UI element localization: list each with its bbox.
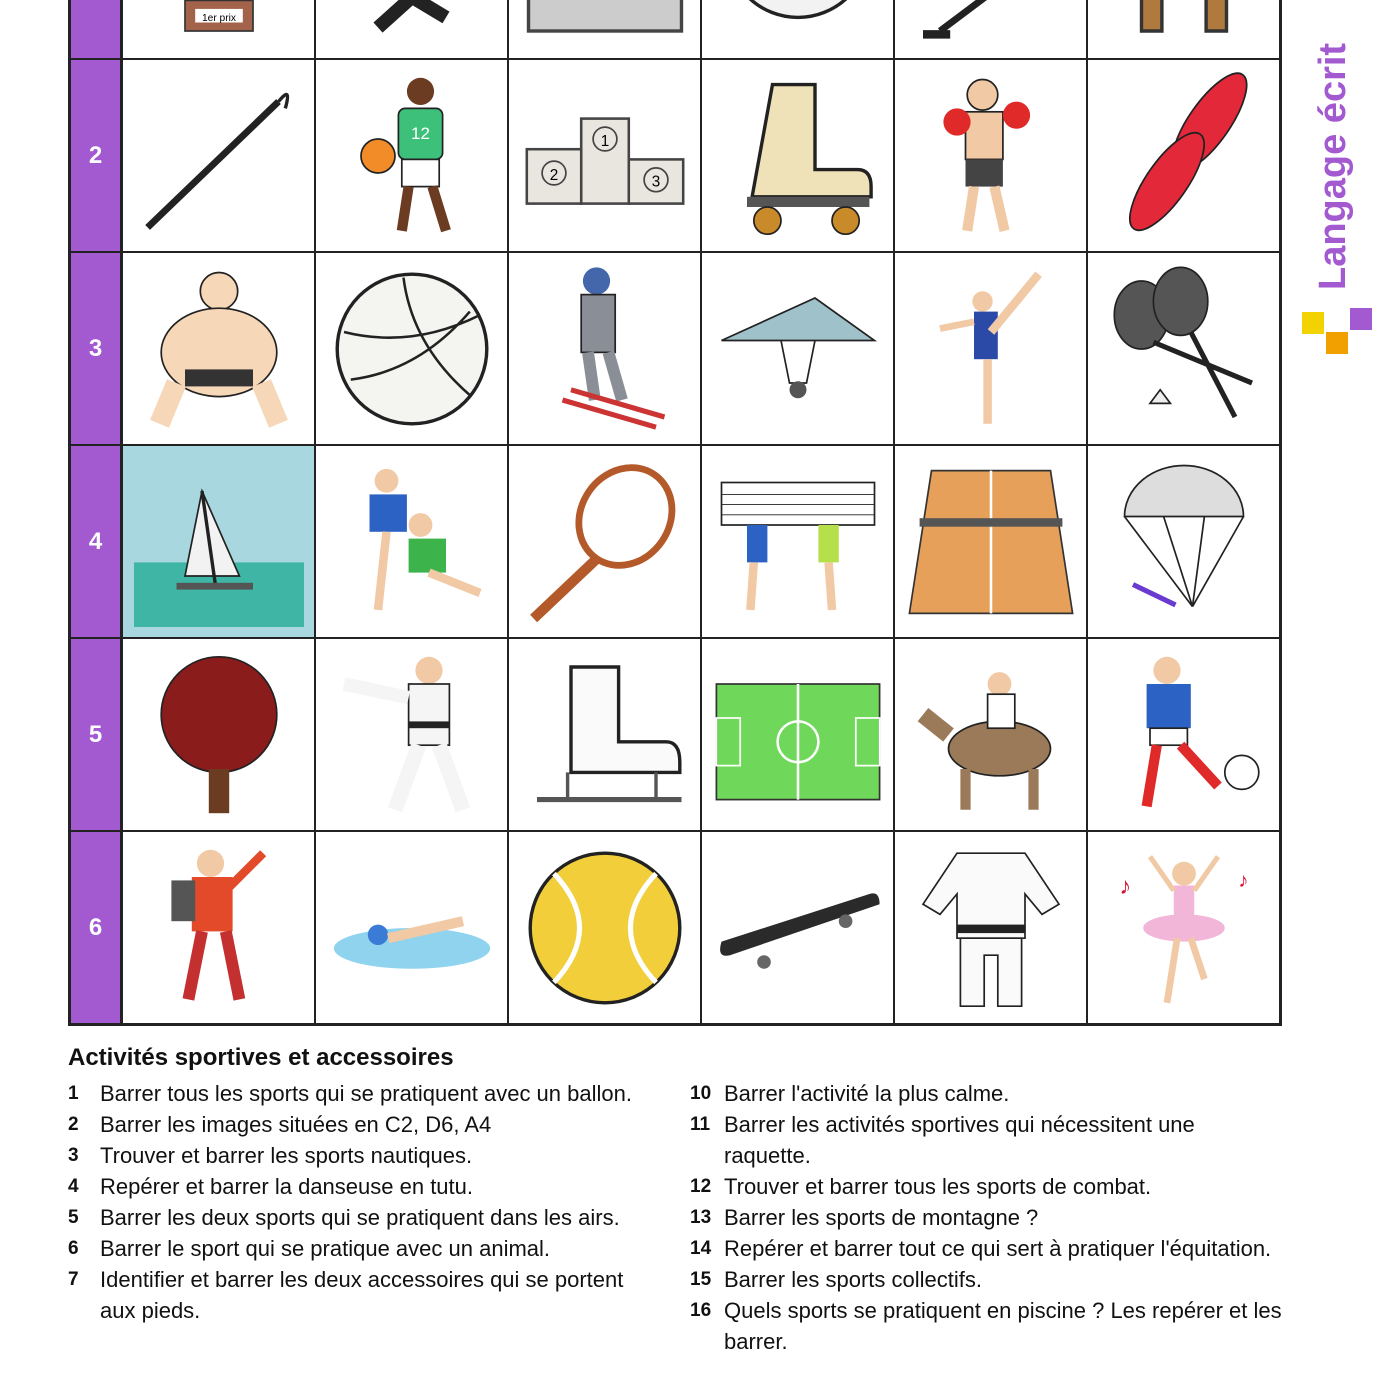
ping-pong-icon [134, 650, 304, 820]
instruction-item: 12 Trouver et barrer tous les sports de combat. [690, 1174, 1152, 1199]
trophy-label: 1er prix [201, 12, 236, 24]
ballerina-icon [1099, 843, 1269, 1013]
grid-cell[interactable] [123, 60, 316, 253]
instruction-item: 10 Barrer l'activité la plus calme. [690, 1081, 1010, 1106]
podium-icon [520, 0, 690, 48]
svg-text:♪: ♪ [1118, 872, 1131, 900]
trophy-icon [134, 0, 304, 48]
climber-icon [134, 843, 304, 1013]
grid-cell[interactable] [509, 832, 702, 1025]
row-label [71, 0, 123, 60]
rugby-icon [327, 457, 497, 627]
grid-cell[interactable] [895, 639, 1088, 832]
horse-rider-icon [906, 650, 1076, 820]
grid-cell[interactable] [316, 832, 509, 1025]
side-label: Langage écrit [1312, 42, 1354, 290]
instruction-item: 16 Quels sports se pratiquent en piscine ? Les repérer et les barrer. [690, 1298, 1282, 1354]
grid-cell[interactable] [702, 60, 895, 253]
grid-cell[interactable] [895, 0, 1088, 60]
jersey-number: 12 [410, 123, 430, 143]
instruction-item: 2 Barrer les images situées en C2, D6, A4 [68, 1112, 492, 1137]
grid-cell[interactable] [316, 253, 509, 446]
podium-second: 2 [549, 166, 558, 184]
picture-grid [68, 0, 1282, 1026]
saddle-icon [1099, 0, 1269, 48]
instruction-item: 5 Barrer les deux sports qui se pratiquent dans les airs. [68, 1205, 620, 1230]
grid-cell[interactable] [895, 832, 1088, 1025]
podium-first: 1 [600, 132, 609, 150]
instructions-right [690, 1078, 1284, 1357]
grid-cell[interactable] [316, 60, 509, 253]
tennis-court-icon [906, 457, 1076, 627]
badminton-icon [1099, 264, 1269, 434]
deco-square [1350, 308, 1372, 330]
soccer-ball-icon [713, 0, 883, 48]
hang-glider-icon [713, 264, 883, 434]
instruction-item: 3 Trouver et barrer les sports nautiques. [68, 1143, 473, 1168]
hockey-icon [906, 0, 1076, 48]
row-label: 5 [71, 639, 123, 832]
grid-cell[interactable] [123, 0, 316, 60]
grid-cell[interactable] [1088, 253, 1281, 446]
footballer-icon [1099, 650, 1269, 820]
instruction-item: 7 Identifier et barrer les deux accessoires qui se portent aux pieds. [68, 1267, 624, 1323]
grid-cell[interactable] [509, 60, 702, 253]
deco-square [1326, 332, 1348, 354]
volleyball-net-icon [713, 457, 883, 627]
grid-cell[interactable] [316, 446, 509, 639]
deco-square [1302, 312, 1324, 334]
podium-icon [520, 71, 690, 241]
section-title: Activités sportives et accessoires [68, 1044, 454, 1071]
parachute-icon [1099, 457, 1269, 627]
grid-cell[interactable] [316, 0, 509, 60]
tennis-ball-icon [520, 843, 690, 1013]
ice-skate-icon [520, 650, 690, 820]
grid-cell[interactable] [1088, 832, 1281, 1025]
grid-cell[interactable] [702, 446, 895, 639]
grid-cell[interactable] [702, 253, 895, 446]
grid-cell[interactable] [123, 253, 316, 446]
grid-cell[interactable] [895, 253, 1088, 446]
grid-cell[interactable] [1088, 639, 1281, 832]
grid-cell[interactable] [1088, 60, 1281, 253]
instruction-item: 14 Repérer et barrer tout ce qui sert à pratiquer l'équitation. [690, 1236, 1272, 1261]
row-label: 3 [71, 253, 123, 446]
grid-cell[interactable] [509, 639, 702, 832]
instruction-item: 11 Barrer les activités sportives qui nécessitent une raquette. [690, 1112, 1195, 1168]
volleyball-icon [327, 264, 497, 434]
football-field-icon [713, 650, 883, 820]
grid-cell[interactable] [316, 639, 509, 832]
grid-cell[interactable] [509, 0, 702, 60]
svg-text:♪: ♪ [1237, 869, 1249, 892]
roller-skate-icon [713, 71, 883, 241]
skier-icon [520, 264, 690, 434]
instruction-item: 1 Barrer tous les sports qui se pratiquent avec un ballon. [68, 1081, 632, 1106]
judo-suit-icon [906, 843, 1076, 1013]
instruction-item: 15 Barrer les sports collectifs. [690, 1267, 982, 1292]
grid-cell[interactable] [509, 253, 702, 446]
grid-cell[interactable] [702, 639, 895, 832]
grid-cell[interactable] [895, 446, 1088, 639]
boxer-icon [906, 71, 1076, 241]
grid-cell[interactable] [123, 832, 316, 1025]
windsurf-icon [134, 457, 304, 627]
row-label: 2 [71, 60, 123, 253]
row-label: 4 [71, 446, 123, 639]
podium-third: 3 [651, 173, 660, 191]
grid-cell[interactable] [702, 832, 895, 1025]
kayak-icon [1099, 71, 1269, 241]
riding-crop-icon [134, 71, 304, 241]
instruction-item: 13 Barrer les sports de montagne ? [690, 1205, 1039, 1230]
instruction-item: 4 Repérer et barrer la danseuse en tutu. [68, 1174, 474, 1199]
grid-cell[interactable] [895, 60, 1088, 253]
gymnast-icon [906, 264, 1076, 434]
basketball-player-icon [327, 71, 497, 241]
runner-icon [327, 0, 497, 48]
instruction-item: 6 Barrer le sport qui se pratique avec un animal. [68, 1236, 551, 1261]
tennis-racket-icon [520, 457, 690, 627]
swimmer-icon [327, 843, 497, 1013]
row-label: 6 [71, 832, 123, 1025]
sumo-icon [134, 264, 304, 434]
grid-cell[interactable] [1088, 446, 1281, 639]
grid-cell[interactable] [1088, 0, 1281, 60]
instructions-left [68, 1078, 640, 1326]
grid-cell[interactable] [123, 639, 316, 832]
skateboard-icon [713, 843, 883, 1013]
grid-cell[interactable] [509, 446, 702, 639]
grid-cell[interactable] [702, 0, 895, 60]
grid-cell[interactable] [123, 446, 316, 639]
judoka-icon [327, 650, 497, 820]
